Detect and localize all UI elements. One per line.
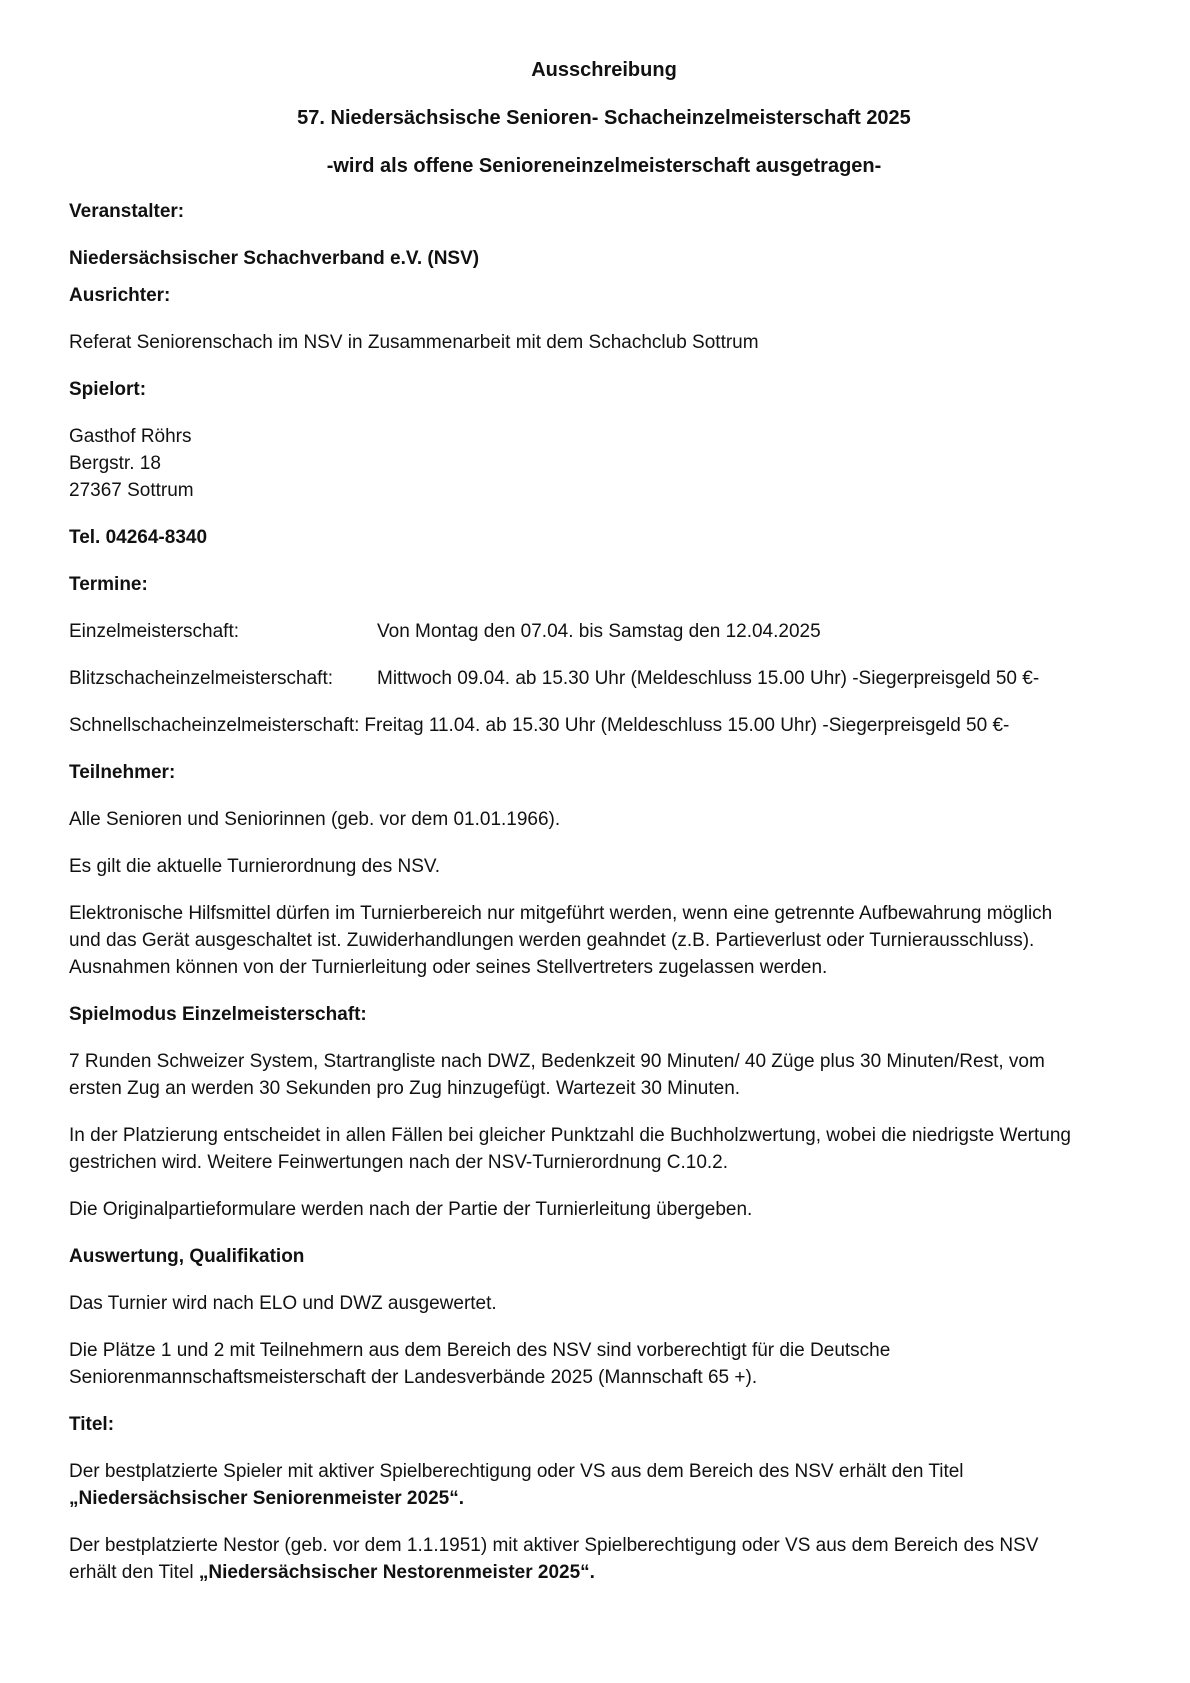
text-line: Ausnahmen können von der Turnierleitung oder seines Stellvertreters zugelassen werden. [69, 957, 828, 978]
titel-prefix: erhält den Titel [69, 1562, 199, 1583]
text-line: In der Platzierung entscheidet in allen Fällen bei gleicher Punktzahl die Buchholzwertung, wobei die niedrigste Wertung [69, 1125, 1071, 1146]
text-line: Seniorenmannschaftsmeisterschaft der Landesverbände 2025 (Mannschaft 65 +). [69, 1367, 758, 1388]
termine-value: Freitag 11.04. ab 15.30 Uhr (Meldeschluss 15.00 Uhr) -Siegerpreisgeld 50 €- [364, 715, 1010, 736]
teilnehmer-paragraph-1: Alle Senioren und Seniorinnen (geb. vor dem 01.01.1966). [69, 809, 561, 830]
termine-value: Von Montag den 07.04. bis Samstag den 12.04.2025 [377, 621, 821, 642]
spielmodus-paragraph-1 [69, 1048, 1139, 1102]
termine-heading: Termine: [69, 574, 148, 595]
text-line: Der bestplatzierte Nestor (geb. vor dem 1.1.1951) mit aktiver Spielberechtigung oder VS aus dem Bereich des NSV [69, 1535, 1039, 1556]
spielort-line-3: 27367 Sottrum [69, 480, 194, 501]
text-line: und das Gerät ausgeschaltet ist. Zuwiderhandlungen werden geahndet (z.B. Partieverlust oder Turnierausschluss). [69, 930, 1035, 951]
ausrichter-heading: Ausrichter: [69, 285, 171, 306]
spielort-address [69, 423, 1139, 504]
text-line: gestrichen wird. Weitere Feinwertungen nach der NSV-Turnierordnung C.10.2. [69, 1152, 729, 1173]
titel-paragraph-1 [69, 1458, 1139, 1512]
termine-label: Einzelmeisterschaft: [69, 621, 240, 642]
text-line: Die Plätze 1 und 2 mit Teilnehmern aus dem Bereich des NSV sind vorberechtigt für die Deutsche [69, 1340, 891, 1361]
document-title: Ausschreibung [531, 59, 677, 81]
spielmodus-paragraph-2 [69, 1122, 1139, 1176]
spielort-phone: Tel. 04264-8340 [69, 527, 208, 548]
titel-senior-title: „Niedersächsischer Seniorenmeister 2025“. [69, 1488, 464, 1509]
titel-paragraph-2 [69, 1532, 1139, 1586]
termine-row [69, 618, 1139, 645]
auswertung-paragraph-2 [69, 1337, 1139, 1391]
termine-label: Schnellschacheinzelmeisterschaft: [69, 715, 360, 736]
text-line [69, 1559, 1139, 1586]
termine-row [69, 665, 1139, 692]
teilnehmer-heading: Teilnehmer: [69, 762, 176, 783]
document-note: -wird als offene Senioreneinzelmeisterschaft ausgetragen- [326, 155, 882, 177]
text-line: Der bestplatzierte Spieler mit aktiver Spielberechtigung oder VS aus dem Bereich des NSV erhält den Titel [69, 1461, 964, 1482]
termine-value: Mittwoch 09.04. ab 15.30 Uhr (Meldeschluss 15.00 Uhr) -Siegerpreisgeld 50 €- [377, 668, 1040, 689]
spielmodus-paragraph-3: Die Originalpartieformulare werden nach der Partie der Turnierleitung übergeben. [69, 1199, 753, 1220]
titel-nestor-title: „Niedersächsischer Nestorenmeister 2025“. [198, 1562, 595, 1583]
veranstalter-heading: Veranstalter: [69, 201, 185, 222]
auswertung-heading: Auswertung, Qualifikation [69, 1246, 305, 1267]
spielort-line-1: Gasthof Röhrs [69, 426, 192, 447]
text-line: Elektronische Hilfsmittel dürfen im Turnierbereich nur mitgeführt werden, wenn eine getrennte Aufbewahrung möglich [69, 903, 1053, 924]
document-page [69, 56, 1139, 1586]
spielort-line-2: Bergstr. 18 [69, 453, 161, 474]
auswertung-paragraph-1: Das Turnier wird nach ELO und DWZ ausgewertet. [69, 1293, 497, 1314]
text-line: 7 Runden Schweizer System, Startrangliste nach DWZ, Bedenkzeit 90 Minuten/ 40 Züge plus 30 Minuten/Rest, vom [69, 1051, 1045, 1072]
spielort-heading: Spielort: [69, 379, 147, 400]
termine-row [69, 712, 1139, 739]
teilnehmer-paragraph-2: Es gilt die aktuelle Turnierordnung des NSV. [69, 856, 441, 877]
termine-label: Blitzschacheinzelmeisterschaft: [69, 668, 333, 689]
titel-heading: Titel: [69, 1414, 115, 1435]
spielmodus-heading: Spielmodus Einzelmeisterschaft: [69, 1004, 367, 1025]
text-line: ersten Zug an werden 30 Sekunden pro Zug hinzugefügt. Wartezeit 30 Minuten. [69, 1078, 741, 1099]
document-subtitle: 57. Niedersächsische Senioren- Schacheinzelmeisterschaft 2025 [297, 107, 911, 129]
ausrichter-text: Referat Seniorenschach im NSV in Zusammenarbeit mit dem Schachclub Sottrum [69, 332, 759, 353]
teilnehmer-paragraph-3 [69, 900, 1139, 981]
veranstalter-name: Niedersächsischer Schachverband e.V. (NSV) [69, 248, 480, 269]
